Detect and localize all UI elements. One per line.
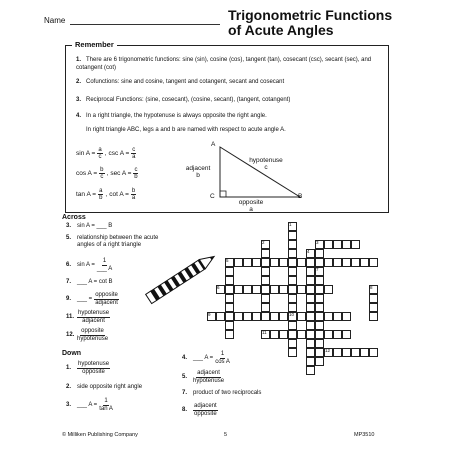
- crossword-cell[interactable]: [315, 312, 324, 321]
- crossword-cell[interactable]: [360, 348, 369, 357]
- crossword-cell[interactable]: [306, 267, 315, 276]
- crossword-cell[interactable]: [225, 267, 234, 276]
- crossword-cell[interactable]: [333, 240, 342, 249]
- adjacent-label: adjacent b: [185, 165, 211, 179]
- crossword-cell[interactable]: [252, 258, 261, 267]
- crossword-cell[interactable]: [315, 357, 324, 366]
- pencil-icon: [140, 246, 230, 306]
- crossword-clue-number: 1: [289, 222, 292, 227]
- crossword-cell[interactable]: [297, 285, 306, 294]
- crossword-cell[interactable]: [288, 303, 297, 312]
- down-clue-5: 5. adjacent hypotenuse: [182, 370, 225, 384]
- crossword-cell[interactable]: [324, 330, 333, 339]
- crossword-cell[interactable]: [315, 348, 324, 357]
- right-triangle-diagram: [210, 142, 310, 202]
- crossword-cell[interactable]: [279, 285, 288, 294]
- crossword-cell[interactable]: [315, 285, 324, 294]
- crossword-cell[interactable]: [261, 312, 270, 321]
- crossword-cell[interactable]: [306, 321, 315, 330]
- crossword-cell[interactable]: [270, 312, 279, 321]
- crossword-cell[interactable]: [288, 330, 297, 339]
- crossword-cell[interactable]: [333, 258, 342, 267]
- crossword-clue-number: 6: [217, 285, 220, 290]
- crossword-cell[interactable]: [369, 294, 378, 303]
- crossword-cell[interactable]: [333, 312, 342, 321]
- crossword-cell[interactable]: [315, 276, 324, 285]
- crossword-cell[interactable]: [288, 294, 297, 303]
- crossword-cell[interactable]: [225, 312, 234, 321]
- crossword-cell[interactable]: [288, 321, 297, 330]
- remember-item-4: 4. In a right triangle, the hypotenuse is always opposite the right angle.: [76, 113, 267, 119]
- crossword-cell[interactable]: [297, 312, 306, 321]
- down-clue-1: 1. hypotenuse opposite: [66, 361, 110, 375]
- crossword-cell[interactable]: [234, 258, 243, 267]
- crossword-cell[interactable]: [225, 276, 234, 285]
- crossword-cell[interactable]: [225, 294, 234, 303]
- crossword-clue-number: 10: [289, 312, 295, 317]
- crossword-cell[interactable]: [252, 285, 261, 294]
- fraction: $\frac{c}{b}$: [134, 167, 138, 180]
- crossword-cell[interactable]: [306, 294, 315, 303]
- crossword-cell[interactable]: [306, 366, 315, 375]
- across-clue-12: 12. opposite hypotenuse: [66, 328, 109, 342]
- crossword-cell[interactable]: [261, 258, 270, 267]
- crossword-cell[interactable]: [288, 339, 297, 348]
- crossword-cell[interactable]: [225, 321, 234, 330]
- crossword-cell[interactable]: [342, 240, 351, 249]
- crossword-cell[interactable]: [315, 303, 324, 312]
- crossword-cell[interactable]: [234, 312, 243, 321]
- down-heading: Down: [62, 350, 82, 357]
- crossword-cell[interactable]: [261, 276, 270, 285]
- fraction: $\frac{a}{b}$: [99, 188, 103, 201]
- crossword-cell[interactable]: [324, 312, 333, 321]
- crossword-cell[interactable]: [225, 330, 234, 339]
- crossword-cell[interactable]: [315, 339, 324, 348]
- remember-item-2: 2. Cofunctions: sine and cosine, tangent and cotangent, secant and cosecant: [76, 79, 285, 85]
- crossword-cell[interactable]: [243, 312, 252, 321]
- crossword-cell[interactable]: [216, 312, 225, 321]
- vertex-b: B: [298, 193, 303, 200]
- title-line-2: of Acute Angles: [228, 22, 334, 38]
- crossword-cell[interactable]: [306, 276, 315, 285]
- crossword-cell[interactable]: [288, 267, 297, 276]
- crossword-cell[interactable]: [351, 258, 360, 267]
- crossword-cell[interactable]: [261, 285, 270, 294]
- crossword-clue-number: 12: [325, 348, 331, 353]
- crossword-cell[interactable]: [351, 240, 360, 249]
- name-label: Name: [44, 16, 66, 25]
- crossword-cell[interactable]: [351, 348, 360, 357]
- formula-sin-csc: sin A = $\frac{a}{c}$ , csc A = $\frac{c}{a}$: [76, 147, 136, 160]
- remember-item-1: 1. There are 6 trigonometric functions: sine (sin), cosine (cos), tangent (tan), cosecant (csc), secant (sec), and cotangent (cot): [76, 57, 372, 71]
- down-clue-7: 7. product of two reciprocals: [182, 390, 262, 396]
- crossword-clue-number: 7: [316, 267, 319, 272]
- down-clue-4: 4. ___ A = $\frac{1}{\text{cos A}}$: [182, 351, 230, 365]
- crossword-clue-number: 4: [307, 249, 310, 254]
- crossword-cell[interactable]: [225, 285, 234, 294]
- crossword-cell[interactable]: [342, 258, 351, 267]
- crossword-cell[interactable]: [369, 348, 378, 357]
- crossword-cell[interactable]: [333, 330, 342, 339]
- crossword-clue-number: 11: [262, 330, 267, 335]
- crossword-cell[interactable]: [324, 240, 333, 249]
- fraction: $\frac{a}{c}$: [98, 147, 102, 160]
- down-clue-2: 2. side opposite right angle: [66, 384, 143, 390]
- title-line-1: Trigonometric Functions: [228, 7, 393, 23]
- fraction: $\frac{c}{a}$: [132, 147, 136, 160]
- crossword-cell[interactable]: [288, 240, 297, 249]
- across-clue-6: 6. sin A = $\frac{1}{\_\_\_ A}$: [66, 258, 113, 272]
- crossword-cell[interactable]: [270, 330, 279, 339]
- crossword-cell[interactable]: [243, 258, 252, 267]
- crossword-cell[interactable]: [297, 258, 306, 267]
- crossword-cell[interactable]: [261, 303, 270, 312]
- vertex-a: A: [211, 141, 216, 148]
- formula-cos-sec: cos A = $\frac{b}{c}$ , sec A = $\frac{c}{b}$: [76, 167, 138, 180]
- across-clue-9: 9. ___ = opposite adjacent: [66, 292, 118, 306]
- crossword-clue-number: 3: [316, 240, 319, 245]
- crossword-cell[interactable]: [297, 330, 306, 339]
- remember-label: Remember: [72, 40, 117, 49]
- crossword-cell[interactable]: [306, 339, 315, 348]
- crossword-cell[interactable]: [234, 285, 243, 294]
- crossword-clue-number: 9: [208, 312, 211, 317]
- crossword-cell[interactable]: [288, 276, 297, 285]
- across-heading: Across: [62, 214, 86, 221]
- crossword-cell[interactable]: [369, 312, 378, 321]
- crossword-cell[interactable]: [369, 303, 378, 312]
- crossword-cell[interactable]: [288, 258, 297, 267]
- name-line: [70, 24, 220, 25]
- vertex-c: C: [210, 193, 215, 200]
- crossword-cell[interactable]: [261, 267, 270, 276]
- crossword-cell[interactable]: [270, 285, 279, 294]
- crossword-cell[interactable]: [225, 303, 234, 312]
- footer-page-number: 5: [224, 432, 228, 438]
- crossword-cell[interactable]: [342, 330, 351, 339]
- crossword-cell[interactable]: [288, 348, 297, 357]
- crossword-cell[interactable]: [324, 285, 333, 294]
- crossword-cell[interactable]: [306, 348, 315, 357]
- crossword-cell[interactable]: [270, 258, 279, 267]
- hypotenuse-label: hypotenuse c: [249, 157, 283, 171]
- opposite-label: opposite a: [238, 199, 264, 213]
- crossword-cell[interactable]: [252, 312, 261, 321]
- crossword-cell[interactable]: [315, 321, 324, 330]
- crossword-cell[interactable]: [306, 258, 315, 267]
- footer-product-code: MP3510: [354, 432, 375, 438]
- crossword-cell[interactable]: [315, 294, 324, 303]
- crossword-cell[interactable]: [369, 258, 378, 267]
- crossword-cell[interactable]: [324, 258, 333, 267]
- down-clue-3: 3. ___ A = $\frac{1}{\text{tan A}}$: [66, 398, 113, 412]
- crossword-cell[interactable]: [306, 285, 315, 294]
- crossword-cell[interactable]: [261, 249, 270, 258]
- footer-copyright: © Milliken Publishing Company: [62, 432, 138, 438]
- crossword-cell[interactable]: [315, 258, 324, 267]
- crossword-cell[interactable]: [306, 330, 315, 339]
- fraction: $\frac{b}{a}$: [131, 188, 136, 201]
- crossword-clue-number: 2: [262, 240, 265, 245]
- crossword-cell[interactable]: [360, 258, 369, 267]
- crossword-cell[interactable]: [279, 330, 288, 339]
- crossword-cell[interactable]: [243, 285, 252, 294]
- crossword-cell[interactable]: [261, 294, 270, 303]
- formula-tan-cot: tan A = $\frac{a}{b}$ , cot A = $\frac{b}{a}$: [76, 188, 136, 201]
- across-clue-5: 5. relationship between the acute angles of a right triangle: [66, 235, 159, 248]
- down-clue-8: 8. adjacent opposite: [182, 403, 217, 417]
- crossword-cell[interactable]: [342, 348, 351, 357]
- crossword-cell[interactable]: [306, 357, 315, 366]
- crossword-cell[interactable]: [342, 312, 351, 321]
- crossword-cell[interactable]: [315, 249, 324, 258]
- across-clue-11: 11. hypotenuse adjacent: [66, 310, 110, 324]
- crossword-clue-number: 5: [226, 258, 229, 263]
- remember-note: In right triangle ABC, legs a and b are named with respect to acute angle A.: [86, 127, 286, 133]
- crossword-cell[interactable]: [315, 330, 324, 339]
- crossword-cell[interactable]: [333, 348, 342, 357]
- crossword-cell[interactable]: [306, 303, 315, 312]
- page-title: [228, 8, 438, 38]
- crossword-cell[interactable]: [279, 258, 288, 267]
- crossword-cell[interactable]: [288, 231, 297, 240]
- fraction: $\frac{b}{c}$: [100, 167, 104, 180]
- across-clue-3: 3. sin A = ___ B: [66, 223, 113, 229]
- across-clue-7: 7. ___ A = cot B: [66, 279, 113, 285]
- crossword-cell[interactable]: [306, 312, 315, 321]
- crossword-cell[interactable]: [279, 312, 288, 321]
- crossword-cell[interactable]: [288, 285, 297, 294]
- crossword-cell[interactable]: [288, 249, 297, 258]
- crossword-clue-number: 8: [370, 285, 373, 290]
- remember-item-3: 3. Reciprocal Functions: (sine, cosecant), (cosine, secant), (tangent, cotangent): [76, 97, 291, 103]
